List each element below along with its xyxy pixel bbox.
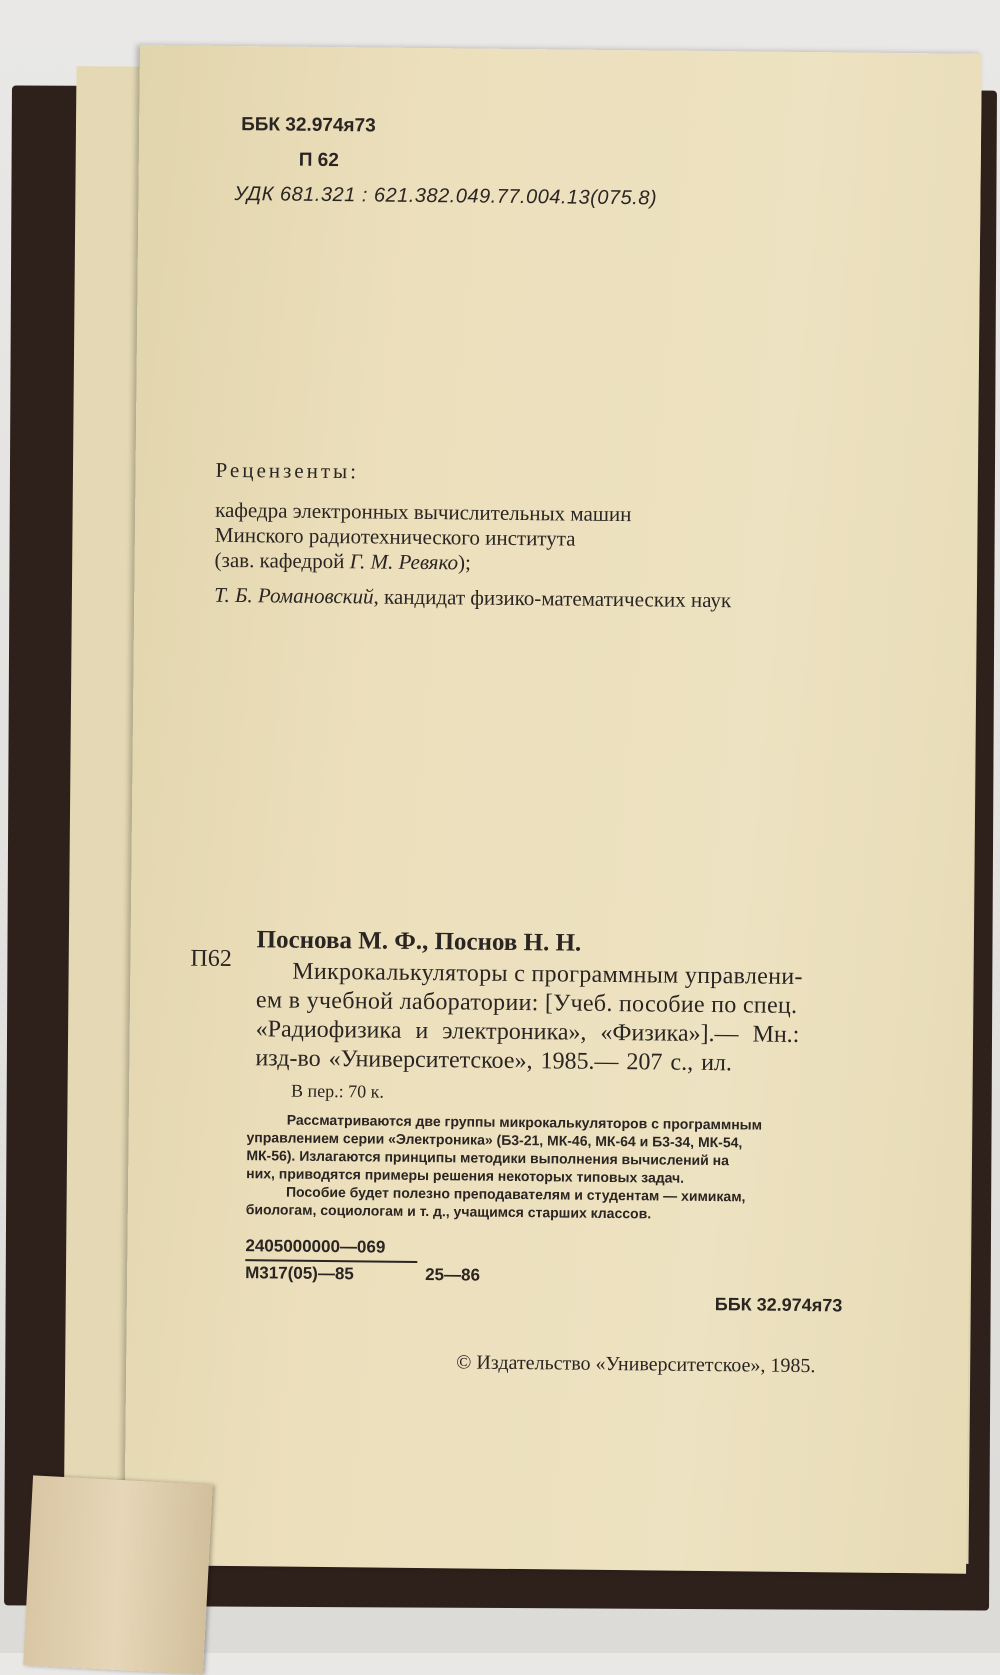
abstract-line-2: управлением серии «Электроника» (Б3-21, МК-46, МК-64 и Б3-34, МК-54, — [246, 1129, 743, 1151]
index-number: 25—86 — [425, 1265, 481, 1285]
abstract-line-5: Пособие будет полезно преподавателям и студентам — химикам, — [285, 1183, 746, 1205]
index-bottom: М317(05)—85 — [245, 1263, 354, 1284]
abstract-line-4: них, приводятся примеры решения некоторых типовых задач. — [246, 1165, 685, 1186]
card-line-3: «Радиофизика и электроника», «Физика»].— Мн.: — [255, 1016, 800, 1048]
udk: УДК 681.321 : 621.382.049.77.004.13(075.8) — [234, 182, 658, 210]
copyright: © Издательство «Университетское», 1985. — [456, 1351, 816, 1378]
reviewer-line-2: Минского радиотехнического института — [214, 522, 576, 551]
reviewers-title: Рецензенты: — [215, 457, 360, 484]
card-bbk: ББК 32.974я73 — [714, 1294, 843, 1316]
title-verso-page — [124, 45, 982, 1574]
index-rule — [245, 1259, 417, 1263]
card-authors: Поснова М. Ф., Поснов Н. Н. — [256, 926, 582, 957]
abstract-line-1: Рассматриваются две группы микрокалькуляторов с программным — [286, 1111, 763, 1133]
card-price: В пер.: 70 к. — [290, 1080, 385, 1102]
card-line-2: ем в учебной лаборатории: [Учеб. пособие по спец. — [255, 987, 798, 1019]
card-code: П62 — [190, 945, 232, 973]
reviewer-line-3: (зав. кафедрой Г. М. Ревяко); — [214, 547, 471, 575]
reviewer-line-4: Т. Б. Романовский, кандидат физико-математических наук — [214, 582, 732, 613]
code-p62: П 62 — [298, 149, 339, 172]
abstract-line-6: биологам, социологам и т. д., учащимся старших классов. — [245, 1201, 652, 1222]
card-line-1: Микрокалькуляторы с программным управлени- — [292, 958, 803, 990]
abstract-line-3: МК-56). Излагаются принципы методики выполнения вычислений на — [246, 1147, 730, 1169]
reviewer-line-1: кафедра электронных вычислительных машин — [215, 497, 632, 527]
bbk-top: ББК 32.974я73 — [241, 114, 376, 137]
wooden-bookmark — [23, 1475, 213, 1674]
card-line-4: изд-во «Университетское», 1985.— 207 с., ил. — [255, 1045, 733, 1077]
index-top: 2405000000—069 — [245, 1236, 386, 1257]
